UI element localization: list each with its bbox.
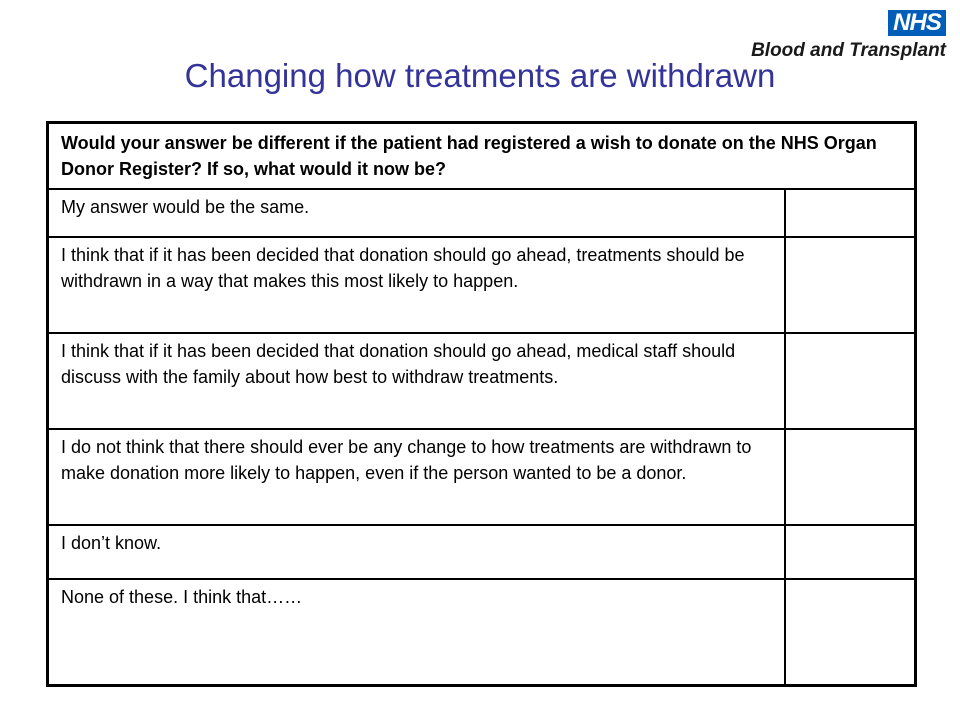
option-row xyxy=(48,429,916,525)
option-answer-box[interactable] xyxy=(785,579,916,686)
option-text: My answer would be the same. xyxy=(48,189,785,237)
question-row xyxy=(48,123,916,190)
option-answer-box[interactable] xyxy=(785,429,916,525)
option-row xyxy=(48,189,916,237)
option-text: None of these. I think that…… xyxy=(48,579,785,686)
organisation-name: Blood and Transplant xyxy=(751,40,946,61)
question-table xyxy=(46,121,917,687)
option-answer-box[interactable] xyxy=(785,237,916,333)
option-answer-box[interactable] xyxy=(785,525,916,579)
option-text: I do not think that there should ever be any change to how treatments are withdrawn to make donation more likely to happen, even if the person wanted to be a donor. xyxy=(48,429,785,525)
nhs-logo-box: NHS xyxy=(888,10,946,36)
option-text: I don’t know. xyxy=(48,525,785,579)
option-row xyxy=(48,579,916,686)
option-row xyxy=(48,333,916,429)
option-text: I think that if it has been decided that donation should go ahead, treatments should be withdrawn in a way that makes this most likely to happen. xyxy=(48,237,785,333)
page-title: Changing how treatments are withdrawn xyxy=(184,57,776,94)
option-answer-box[interactable] xyxy=(785,333,916,429)
option-answer-box[interactable] xyxy=(785,189,916,237)
question-text: Would your answer be different if the patient had registered a wish to donate on the NHS Organ Donor Register? If so, what would it now be? xyxy=(48,123,916,190)
option-text: I think that if it has been decided that donation should go ahead, medical staff should discuss with the family about how best to withdraw treatments. xyxy=(48,333,785,429)
option-row xyxy=(48,525,916,579)
option-row xyxy=(48,237,916,333)
